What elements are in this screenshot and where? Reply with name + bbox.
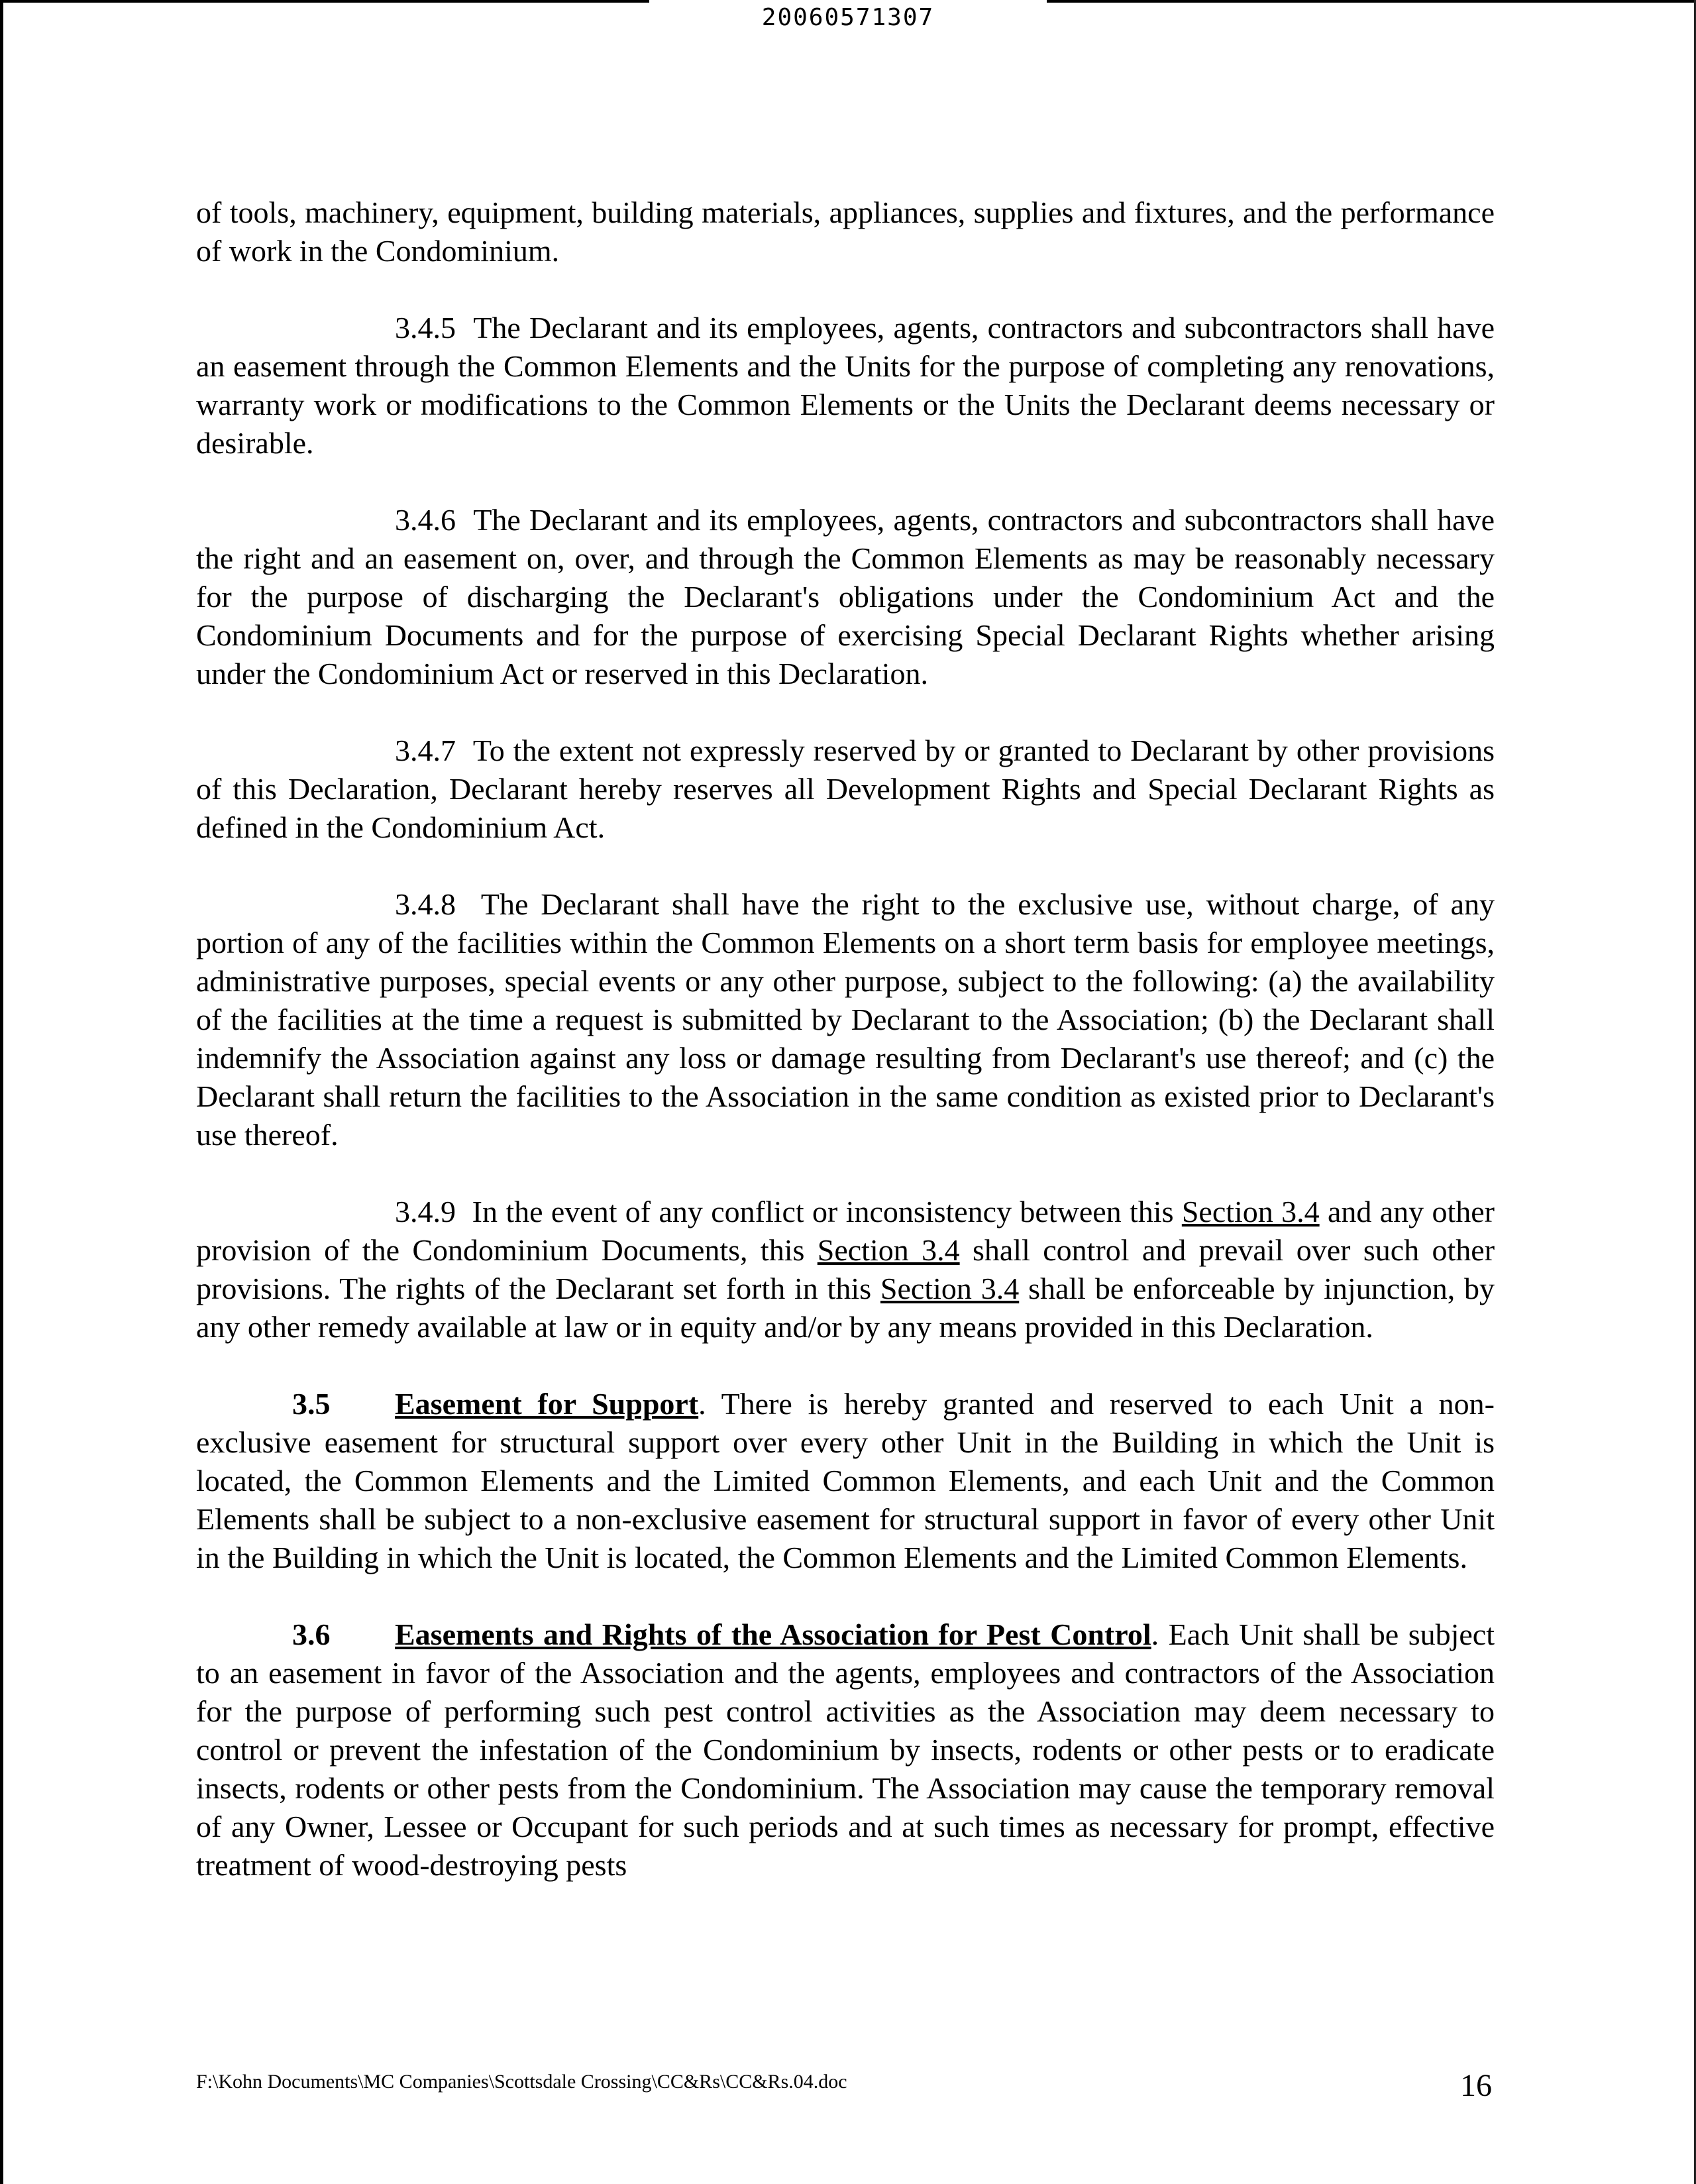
paragraph-3-4-9 xyxy=(196,1193,1495,1346)
paragraph-text: shall be enforceable by injunction, by any other remedy available at law or in equity and/or by any means provided in this Declaration. xyxy=(196,1272,1495,1344)
paragraph-number: 3.4.9 xyxy=(395,1195,456,1228)
footer-file-path: F:\Kohn Documents\MC Companies\Scottsdale Crossing\CC&Rs\CC&Rs.04.doc xyxy=(196,2071,847,2093)
paragraph-text: To the extent not expressly reserved by or granted to Declarant by other provisions of this Declaration, Declarant hereby reserves all Development Rights and Special Declarant Rights as defined in the Condominium Act. xyxy=(196,734,1495,844)
paragraph-text: In the event of any conflict or inconsistency between this xyxy=(472,1195,1174,1228)
section-title: Easements and Rights of the Association for Pest Control xyxy=(395,1617,1151,1651)
paragraph-3-4-6 xyxy=(196,501,1495,693)
paragraph-text: The Declarant shall have the right to the exclusive use, without charge, of any portion of any of the facilities within the Common Elements on a short term basis for employee meetings, administrative purposes, special events or any other purpose, subject to the following: (a) the availability of the facilities at the time a request is submitted by Declarant to the Association; (b) the Declarant shall indemnify the Association against any loss or damage resulting from Declarant's use thereof; and (c) the Declarant shall return the facilities to the Association in the same condition as existed prior to Declarant's use thereof. xyxy=(196,887,1495,1152)
section-reference: Section 3.4 xyxy=(1181,1195,1320,1228)
section-title: Easement for Support xyxy=(395,1387,699,1421)
section-number: 3.6 xyxy=(292,1617,331,1651)
paragraph-text: The Declarant and its employees, agents, contractors and subcontractors shall have an easement through the Common Elements and the Units for the purpose of completing any renovations, warranty work or modifications to the Common Elements or the Units the Declarant deems necessary or desirable. xyxy=(196,311,1495,460)
paragraph-3-4-8 xyxy=(196,885,1495,1154)
section-reference: Section 3.4 xyxy=(817,1233,960,1267)
top-border-right xyxy=(1047,0,1696,3)
section-3-6 xyxy=(196,1615,1495,1884)
section-reference: Section 3.4 xyxy=(880,1272,1020,1305)
paragraph-text: shall control and prevail over such other provisions. The rights of the Declarant set forth in this xyxy=(196,1233,1495,1305)
top-border-left xyxy=(0,0,649,3)
paragraph-3-4-5 xyxy=(196,309,1495,463)
paragraph-continuation: of tools, machinery, equipment, building materials, appliances, supplies and fixtures, and the performance of work in the Condominium. xyxy=(196,195,1495,268)
section-number: 3.5 xyxy=(292,1387,331,1421)
paragraph-number: 3.4.6 xyxy=(395,503,456,537)
section-3-5 xyxy=(196,1385,1495,1577)
paragraph-number: 3.4.7 xyxy=(395,734,456,767)
paragraph-text: The Declarant and its employees, agents, contractors and subcontractors shall have the right and an easement on, over, and through the Common Elements as may be reasonably necessary for the purpose of discharging the Declarant's obligations under the Condominium Act and the Condominium Documents and for the purpose of exercising Special Declarant Rights whether arising under the Condominium Act or reserved in this Declaration. xyxy=(196,503,1495,690)
paragraph-number: 3.4.5 xyxy=(395,311,456,345)
page-number: 16 xyxy=(1460,2068,1492,2103)
paragraph-number: 3.4.8 xyxy=(395,887,456,921)
document-body xyxy=(196,193,1495,1884)
section-text: . Each Unit shall be subject to an easement in favor of the Association and the agents, employees and contractors of the Association for the purpose of performing such pest control activities as the Association may deem necessary to control or prevent the infestation of the Condominium by insects, rodents or other pests or to eradicate insects, rodents or other pests from the Condominium. The Association may cause the temporary removal of any Owner, Lessee or Occupant for such periods and at such times as necessary for prompt, effective treatment of wood-destroying pests xyxy=(196,1617,1495,1882)
scan-edge-left xyxy=(0,0,3,2184)
paragraph-3-4-7 xyxy=(196,732,1495,847)
paragraph-text: and any other provision of the Condominium Documents, this xyxy=(196,1195,1495,1267)
section-text: . There is hereby granted and reserved to each Unit a non-exclusive easement for structural support over every other Unit in the Building in which the Unit is located, the Common Elements and the Limited Common Elements, and each Unit and the Common Elements shall be subject to a non-exclusive easement for structural support in favor of every other Unit in the Building in which the Unit is located, the Common Elements and the Limited Common Elements. xyxy=(196,1387,1495,1574)
recording-number: 20060571307 xyxy=(761,4,935,31)
